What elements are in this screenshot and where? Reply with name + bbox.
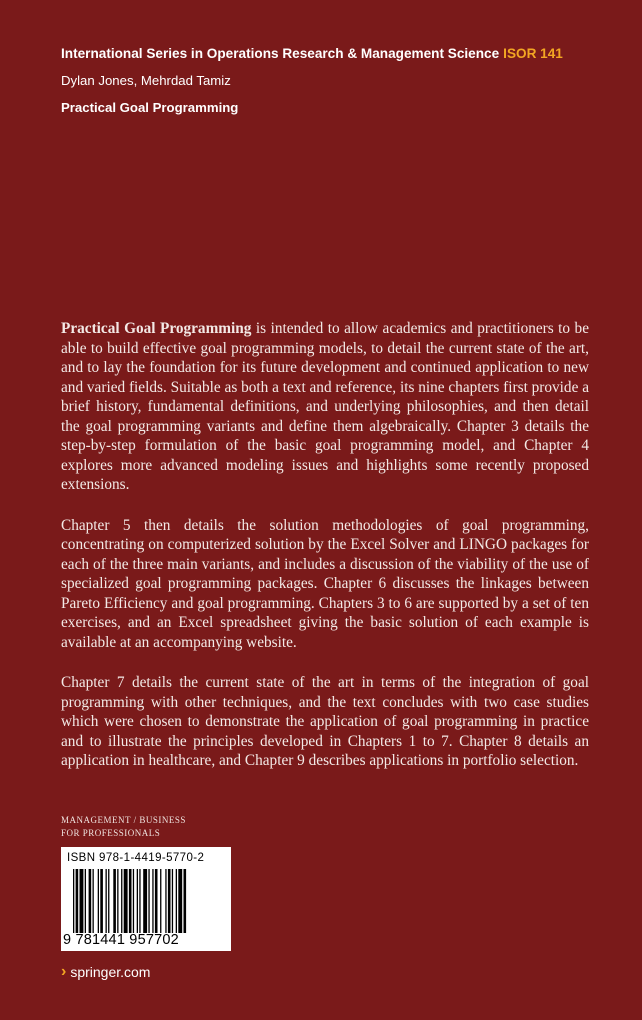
barcode-box xyxy=(61,847,231,951)
category-line-2: FOR PROFESSIONALS xyxy=(61,828,161,838)
blurb-title-bold: Practical Goal Programming xyxy=(61,320,252,337)
series-header xyxy=(61,44,601,117)
series-code: ISOR 141 xyxy=(503,46,563,61)
series-line xyxy=(61,44,601,64)
blurb-paragraph-2: Chapter 5 then details the solution methodologies of goal programming, concentrating on computerized solution by the Excel Solver and LINGO packages for each of the three main variants, and includes a discussion of the viability of the use of specialized goal programming packages. Chapter 6 discusses the linkages between Pareto Efficiency and goal programming. Chapters 3 to 6 are supported by a set of ten exercises, and an Excel spreadsheet giving the basic solution of each example is available at an accompanying website. xyxy=(61,516,589,651)
blurb-paragraph-1 xyxy=(61,319,589,495)
publisher-link[interactable] xyxy=(61,963,150,981)
barcode-bars xyxy=(73,869,223,933)
publisher-url: springer.com xyxy=(70,964,151,980)
back-cover-blurb xyxy=(61,319,589,792)
category-label xyxy=(61,814,186,840)
blurb-p1-text: is intended to allow academics and practitioners to be able to build effective goal programming models, to detail the current state of the art, and to lay the foundation for its future development and continued application to new and varied fields. Suitable as both a text and reference, its nine chapters first provide a brief history, fundamental definitions, and underlying philosophies, and then detail the goal programming variants and define them algebraically. Chapter 3 details the step-by-step formulation of the basic goal programming model, and Chapter 4 explores more advanced modeling issues and highlights some recently proposed extensions. xyxy=(61,320,589,493)
barcode-digits: 9 781441 957702 xyxy=(63,932,179,948)
series-title: International Series in Operations Research & Management Science xyxy=(61,46,500,61)
blurb-paragraph-3: Chapter 7 details the current state of the art in terms of the integration of goal programming with other techniques, and the text concludes with two case studies which were chosen to demonstrate the application of goal programming in practice and to illustrate the principles developed in Chapters 1 to 7. Chapter 8 details an application in healthcare, and Chapter 9 describes applications in portfolio selection. xyxy=(61,674,589,769)
chevron-right-icon: › xyxy=(61,963,67,980)
category-line-1: MANAGEMENT / BUSINESS xyxy=(61,815,186,825)
book-title: Practical Goal Programming xyxy=(61,100,239,115)
isbn-label: ISBN 978-1-4419-5770-2 xyxy=(67,852,205,864)
authors: Dylan Jones, Mehrdad Tamiz xyxy=(61,73,231,88)
